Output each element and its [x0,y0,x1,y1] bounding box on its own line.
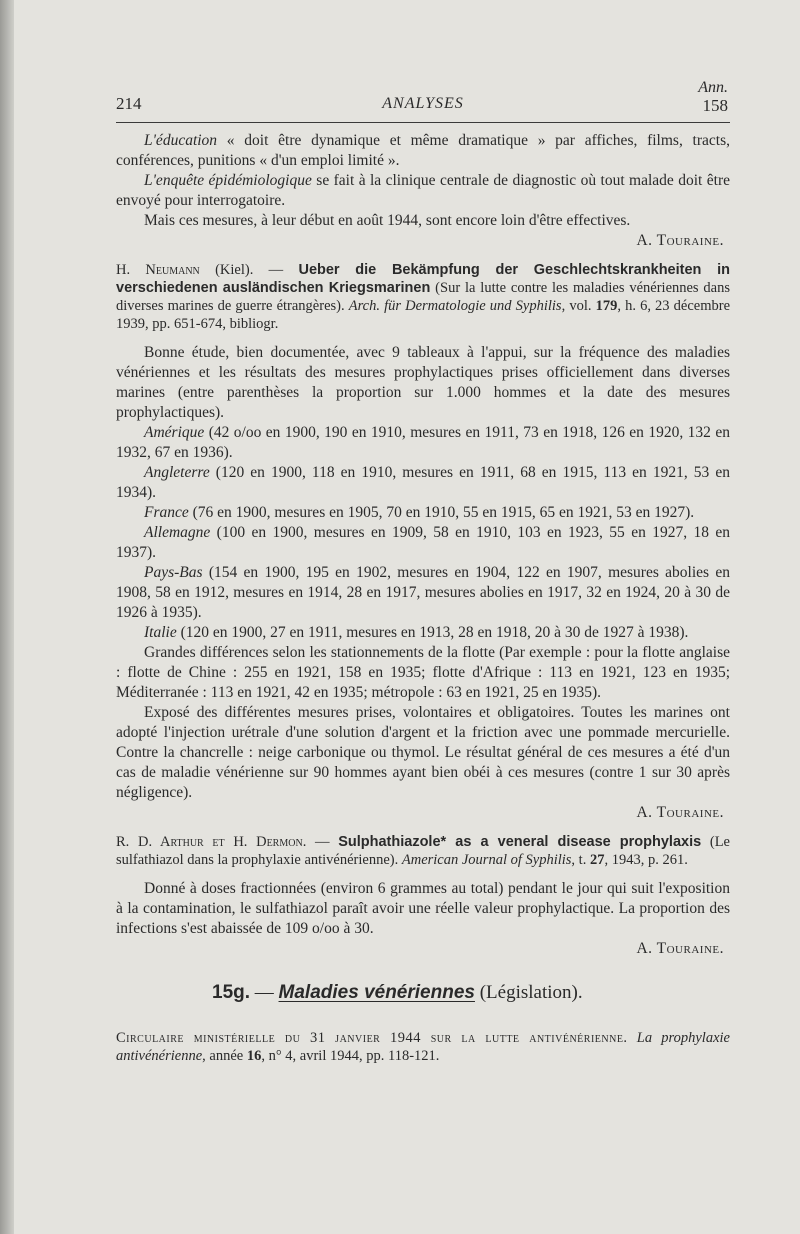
country-item [116,503,730,523]
circulaire-title: La prophylaxie antivénérienne [116,1030,730,1064]
vol-prefix: , vol. [561,298,596,314]
entry-title: Ueber die Bekämpfung der Geschlechtskrankheiten in verschiedenen ausländischen Kriegsmarinen [116,262,730,296]
section-heading [212,981,730,1005]
running-title: ANALYSES [382,95,464,112]
epidemiology-term: L'enquête épidémiologique [144,172,312,189]
country-item [116,623,730,643]
entry-journal: Arch. für Dermatologie und Syphilis [348,298,562,314]
circulaire-lead: Circulaire ministérielle du 31 janvier 1944 sur la lutte antivénérienne. [116,1030,628,1046]
epidemiology-paragraph [116,171,730,211]
entry-journal: American Journal of Syphilis [401,852,572,868]
country-item [116,523,730,563]
vol-prefix: , t. [571,852,590,868]
entry-author: H. Neumann [116,262,200,278]
entry-ref-details: , 1943, p. 261. [604,852,688,868]
country-data: (76 en 1900, mesures en 1905, 70 en 1910, 55 en 1915, 65 en 1921, 53 en 1927). [188,504,695,521]
country-name: Amérique [144,424,205,441]
section-subtitle: (Législation). [474,982,583,1003]
arthur-summary: Donné à doses fractionnées (environ 6 grammes au total) pendant le jour qui suit l'exposition à la contamination, le sulfathiazol paraît avoir une réelle valeur prophylactique. La proportion des infections s'est abaissée de 109 o/oo à 30. [116,880,730,937]
neumann-entry [116,261,730,333]
entry-ref-details: , h. 6, 23 décembre 1939, pp. 651-674, bibliogr. [116,298,731,332]
country-name: Italie [144,624,177,641]
neumann-summary: Bonne étude, bien documentée, avec 9 tableaux à l'appui, sur la fréquence des maladies vénériennes et les résultats des mesures prophylactiques prises officiellement dans diverses marines (entre parenthèses la proportion sur 1.000 hommes et la date des mesures prophylactiques). [116,344,730,421]
country-name: Allemagne [144,524,211,541]
circulaire-year: 16 [246,1048,262,1064]
epidemiology-text: se fait à la clinique centrale de diagnostic où tout malade doit être envoyé pour interrogatoire. [116,172,730,209]
country-item [116,563,730,623]
page-content [116,78,730,1065]
entry-volume: 27 [589,852,605,868]
circulaire-details: , n° 4, avril 1944, pp. 118-121. [261,1048,440,1064]
country-data: (154 en 1900, 195 en 1902, mesures en 1904, 122 en 1907, mesures abolies en 1908, 58 en 1912, mesures en 1914, 28 en 1917, mesures abolies en 1917, 32 en 1924, 20 à 30 de 1926 à 1935). [116,564,730,621]
fleet-differences: Grandes différences selon les stationnements de la flotte (Par exemple : pour la flotte anglaise : flotte de Chine : 255 en 1921, 158 en 1935; flotte d'Afrique : 113 en 1921, 123 en 1935; Méditerranée : 113 en 1921, 42 en 1935; métropole : 63 en 1921, 25 en 1935). [116,644,730,701]
measures-expose: Exposé des différentes mesures prises, volontaires et obligatoires. Toutes les marines ont adopté l'injection urétrale d'une solution d'argent et la friction avec une pommade mercurielle. Contre la chancrelle : neige carbonique ou thymol. Le résultat général de ces mesures a été d'un cas de maladie vénérienne sur 90 hommes ayant bien obéi à ces mesures (contre 1 sur 30 après négligence). [116,704,730,801]
country-item [116,463,730,503]
education-term: L'éducation [144,132,218,149]
neumann-body [116,343,730,823]
country-list [116,423,730,643]
country-data: (120 en 1900, 27 en 1911, mesures en 1913, 28 en 1918, 20 à 30 de 1927 à 1938). [176,624,689,641]
page-header [116,78,730,123]
section-number: 15g. [212,982,251,1003]
arthur-entry [116,833,730,869]
entry-subtitle: (Le sulfathiazol dans la prophylaxie antivénérienne). [116,834,730,868]
scan-binding-edge [0,0,14,1234]
circulaire-reference [116,1029,730,1065]
country-name: France [144,504,189,521]
year-prefix: , année [202,1048,247,1064]
measures-paragraph: Mais ces mesures, à leur début en août 1944, sont encore loin d'être effectives. [144,212,631,229]
annals-page-number: 158 [702,96,728,115]
country-name: Angleterre [144,464,210,481]
education-text: « doit être dynamique et même dramatique » par affiches, films, tracts, conférences, punitions « d'un emploi limité ». [116,132,730,169]
entry-subtitle: (Sur la lutte contre les maladies vénériennes dans diverses marines de guerre étrangères). [116,280,731,314]
country-data: (42 o/oo en 1900, 190 en 1910, mesures en 1911, 73 en 1918, 126 en 1920, 132 en 1932, 67 en 1936). [116,424,730,461]
circulaire-entry [116,1029,730,1065]
signature: A. Touraine. [636,940,724,957]
education-paragraph [116,131,730,171]
country-data: (120 en 1900, 118 en 1910, mesures en 1911, 68 en 1915, 113 en 1921, 53 en 1934). [116,464,730,501]
entry-volume: 179 [595,298,618,314]
signature: A. Touraine. [636,232,724,249]
neumann-reference [116,261,730,333]
entry-title: Sulphathiazole* as a veneral disease prophylaxis [338,834,702,850]
country-data: (100 en 1900, mesures en 1909, 58 en 1910, 103 en 1923, 55 en 1927, 18 en 1937). [116,524,730,561]
country-name: Pays-Bas [144,564,203,581]
page-number: 214 [116,94,142,113]
country-item [116,423,730,463]
section-dash: — [250,982,279,1003]
annals-label: Ann. [698,79,728,96]
signature: A. Touraine. [636,804,724,821]
arthur-reference [116,833,730,869]
arthur-body [116,879,730,959]
entry-authors: R. D. Arthur et H. Dermon [116,834,303,850]
entry-location: (Kiel). — [199,262,299,278]
separator: . — [302,834,339,850]
section-title: Maladies vénériennes [278,982,475,1003]
